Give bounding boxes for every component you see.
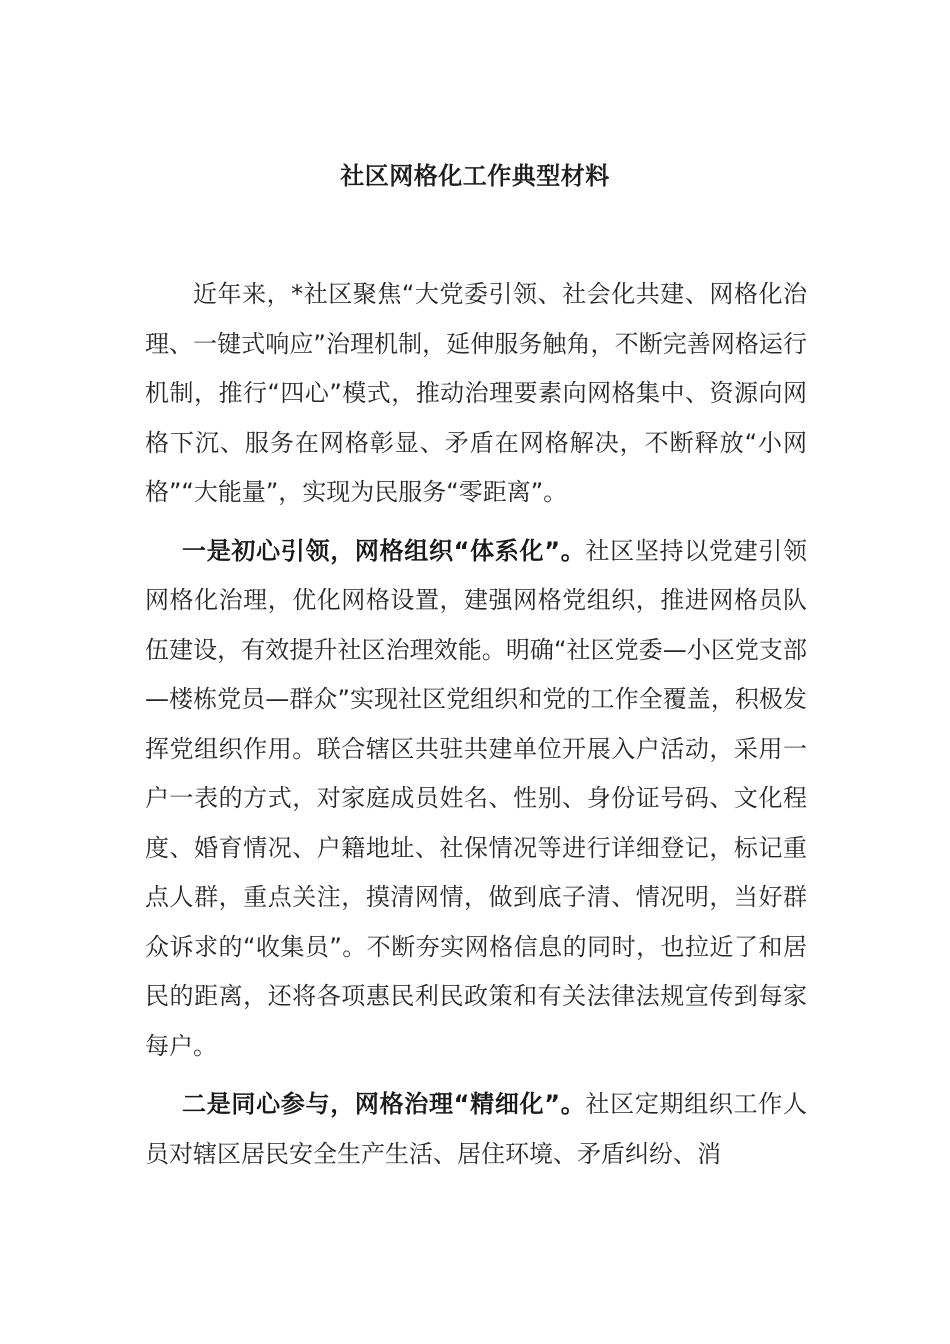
point-1-lead: 一是初心引领，网格组织“体系化”。 [182,536,586,565]
point-paragraph-2 [145,1080,807,1179]
point-1-text: 社区坚持以党建引领网格化治理，优化网格设置，建强网格党组织，推进网格员队伍建设，有效提升社区治理效能。明确“社区党委—小区党支部—楼栋党员—群众”实现社区党组织和党的工作全覆盖，积极发挥党组织作用。联合辖区共驻共建单位开展入户活动，采用一户一表的方式，对家庭成员姓名、性别、身份证号码、文化程度、婚育情况、户籍地址、社保情况等进行详细登记，标记重点人群，重点关注，摸清网情，做到底子清、情况明，当好群众诉求的“收集员”。不断夯实网格信息的同时，也拉近了和居民的距离，还将各项惠民利民政策和有关法律法规宣传到每家每户。 [145,536,808,1060]
intro-paragraph: 近年来，*社区聚焦“大党委引领、社会化共建、网格化治理、一键式响应”治理机制，延伸服务触角，不断完善网格运行机制，推行“四心”模式，推动治理要素向网格集中、资源向网格下沉、服务在网格彰显、矛盾在网格解决，不断释放“小网格”“大能量”，实现为民服务“零距离”。 [145,280,807,506]
document-title: 社区网格化工作典型材料 [340,162,610,190]
point-2-lead: 二是同心参与，网格治理“精细化”。 [182,1090,586,1118]
document-body [145,270,807,1188]
point-paragraph-1 [145,527,807,1072]
point-2-text: 社区定期组织工作人员对辖区居民安全生产生活、居住环境、矛盾纠纷、消 [145,1090,808,1168]
